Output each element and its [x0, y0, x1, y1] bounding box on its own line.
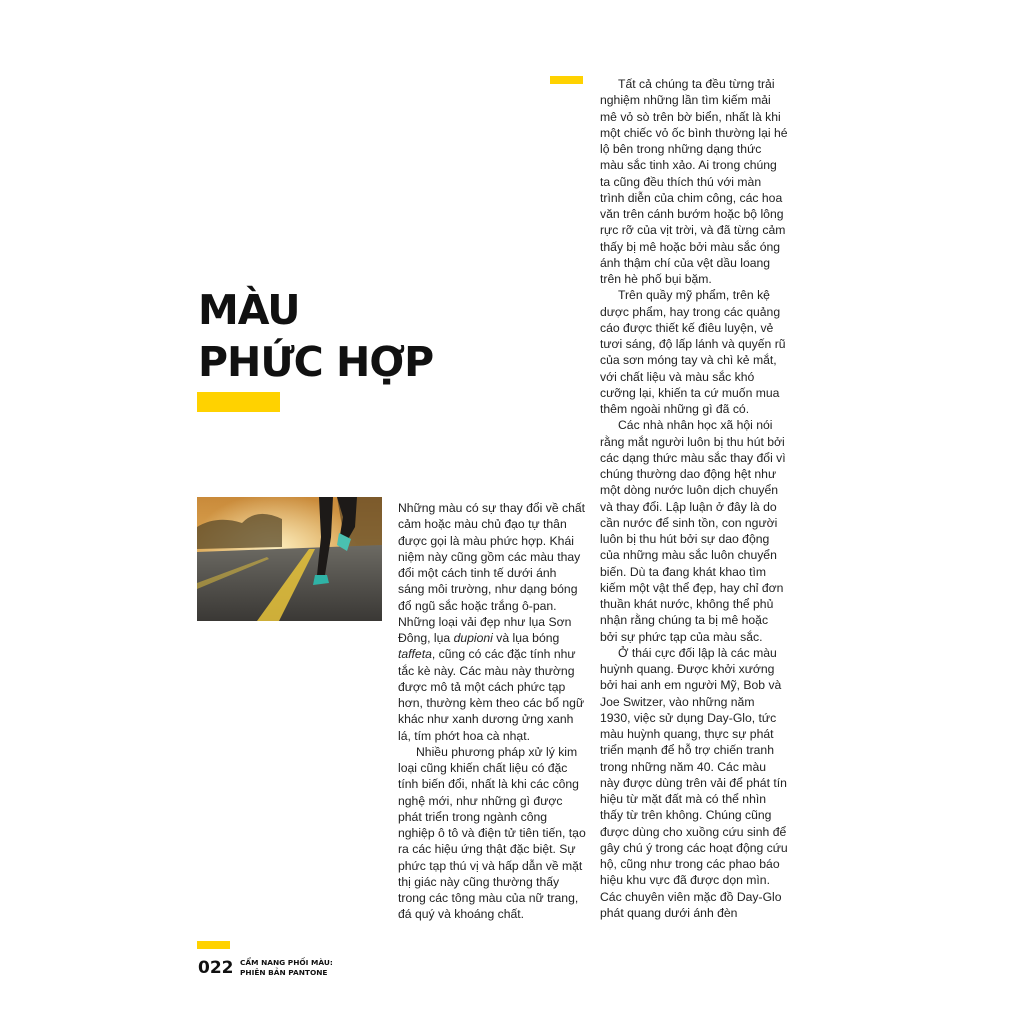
- page-title: [198, 284, 433, 388]
- text-run: Các nhà nhân học xã hội nói rằng mắt người luôn bị thu hút bởi các dạng thức màu sắc thay đổi vì chúng thường dao động hệt như một dòng nước luôn dịch chuyển và thay đổi. Lập luận ở đây là do cần nước để sinh tồn, con người luôn bị thu hút bởi sự dao động của những màu sắc luôn chuyển biến. Dù ta đang khát khao tìm kiếm một vật thể đẹp, hay chỉ đơn thuần khát nước, không thể phủ nhận rằng chúng ta bị mê hoặc bởi sự phức tạp của màu sắc.: [600, 418, 786, 644]
- runner-photo-illustration: [197, 497, 382, 621]
- paragraph: [600, 645, 788, 921]
- paragraph: [398, 744, 586, 923]
- book-title-line-2: PHIÊN BẢN PANTONE: [240, 967, 328, 977]
- accent-bar-title: [197, 392, 280, 412]
- text-run: Những màu có sự thay đổi về chất cảm hoặc màu chủ đạo tự thân được gọi là màu phức hợp. Khái niệm này cũng gồm các màu thay đổi một cách tinh tế dưới ánh sáng môi trường, như dạng bóng đổ ngũ sắc hoặc trắng ô-pan. Những loại vải đẹp như lụa Sơn Đông, lụa: [398, 501, 586, 645]
- article-column-right: [600, 76, 788, 921]
- accent-bar-footer: [197, 941, 230, 949]
- italic-term: dupioni: [453, 631, 493, 645]
- text-run: Nhiều phương pháp xử lý kim loại cũng khiến chất liệu có đặc tính biến đổi, nhất là khi các công nghệ mới, như những gì được phát triển trong ngành công nghiệp ô tô và điện tử tiên tiến, tạo ra các hiệu ứng thật đặc biệt. Sự phức tạp thú vị và hấp dẫn về mặt thị giác này cũng thường thấy trong các tông màu của nữ trang, đá quý và khoáng chất.: [398, 744, 586, 922]
- text-run: và lụa bóng: [492, 631, 560, 645]
- paragraph: [600, 76, 788, 287]
- runner-photo: [197, 497, 382, 621]
- book-title-line-1: CẨM NANG PHỐI MÀU:: [240, 958, 333, 967]
- text-run: , cũng có các đặc tính như tắc kè này. Các màu này thường được mô tả một cách phức tạp hơn, thường kèm theo các bổ ngữ khác như xanh dương ửng xanh lá, tím phớt hoa cà nhạt.: [398, 647, 585, 743]
- paragraph: [600, 287, 788, 417]
- page-number: 022: [198, 958, 234, 978]
- paragraph: [600, 417, 788, 645]
- article-column-middle: [398, 500, 586, 923]
- title-line-1: MÀU: [198, 286, 300, 334]
- paragraph: [398, 500, 586, 744]
- accent-bar-top: [550, 76, 583, 84]
- book-title: [240, 958, 333, 977]
- italic-term: taffeta: [398, 647, 432, 662]
- title-line-2: PHỨC HỢP: [198, 338, 434, 386]
- text-run: Ở thái cực đối lập là các màu huỳnh quang. Được khởi xướng bởi hai anh em người Mỹ, Bob và Joe Switzer, vào những năm 1930, việc sử dụng Day-Glo, tức màu huỳnh quang, thực sự phát triển mạnh để hỗ trợ chiến tranh trong những năm 40. Các màu này được dùng trên vải để phát tín hiệu từ mặt đất mà có thể nhìn thấy từ trên không. Chúng cũng được dùng cho xuồng cứu sinh để gây chú ý trong các hoạt động cứu hộ, cũng như trong các phao báo hiệu khu vực đã được dọn mìn. Các chuyên viên mặc đồ Day-Glo phát quang dưới ánh đèn: [600, 645, 788, 920]
- text-run: Tất cả chúng ta đều từng trải nghiệm những lần tìm kiếm mải mê vỏ sò trên bờ biển, nhất là khi một chiếc vỏ ốc bình thường lại hé lộ bên trong những dạng thức màu sắc tinh xảo. Ai trong chúng ta cũng đều thích thú với màn trình diễn của chim công, các hoa văn trên cánh bướm hoặc bộ lông rực rỡ của vịt trời, và đã từng cảm thấy bị mê hoặc bởi màu sắc óng ánh thậm chí của vệt dầu loang trên hè phố bụi bặm.: [600, 77, 788, 286]
- text-run: Trên quầy mỹ phẩm, trên kệ dược phẩm, hay trong các quảng cáo được thiết kế điêu luyện, vẻ tươi sáng, độ lấp lánh và quyến rũ của sơn móng tay và chì kẻ mắt, với chất liệu và màu sắc khó cưỡng lại, khiến ta cứ muốn mua thêm ngoài những gì đã có.: [600, 288, 786, 416]
